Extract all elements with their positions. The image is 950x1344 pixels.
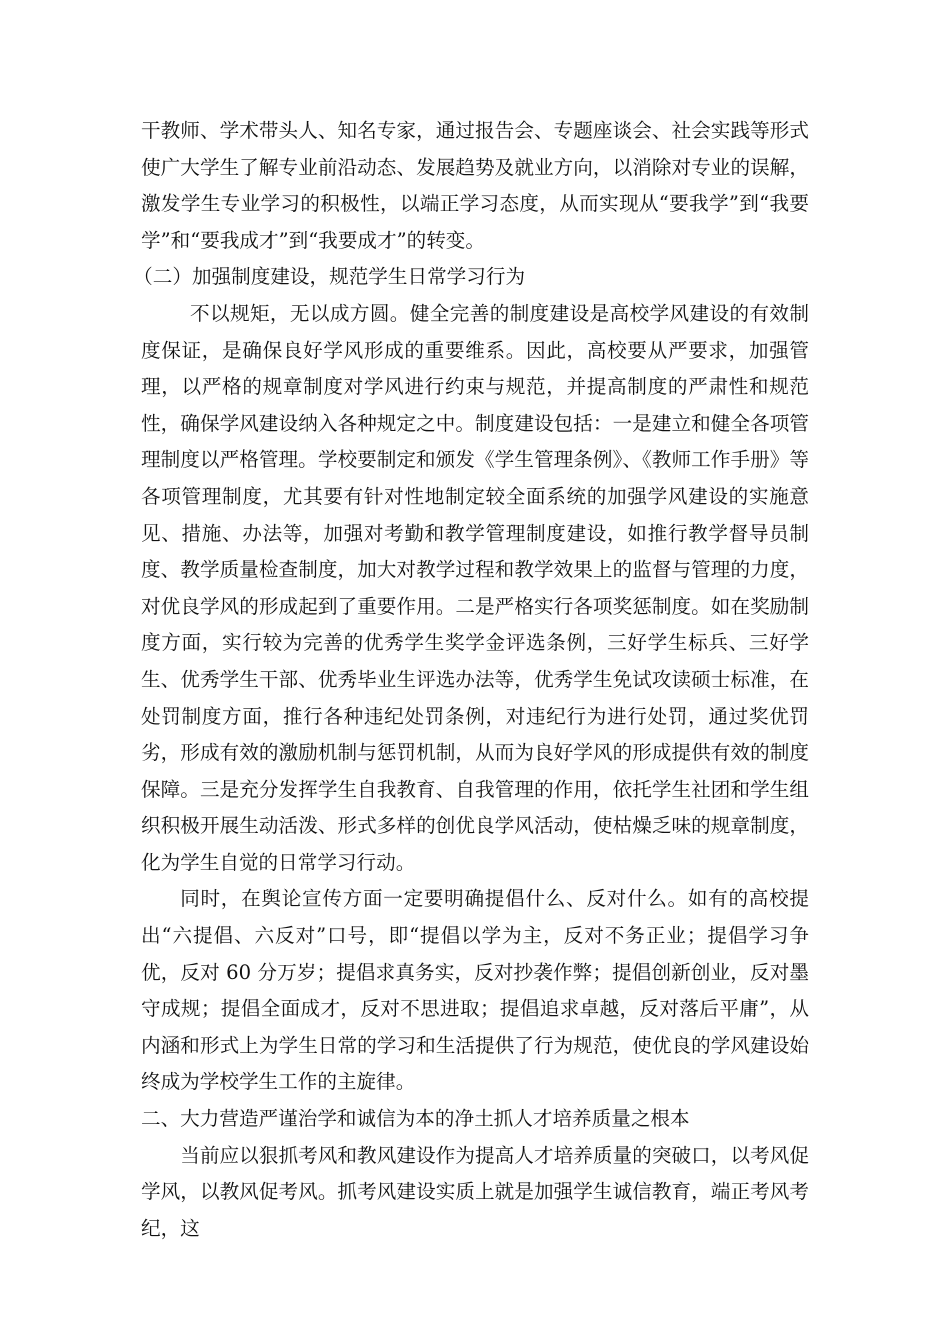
paragraph-rules: 不以规矩，无以成方圆。健全完善的制度建设是高校学风建设的有效制度保证，是确保良好学风形成的重要维系。因此，高校要从严要求，加强管理，以严格的规章制度对学风进行约束与规范，并提高制度的严肃性和规范性，确保学风建设纳入各种规定之中。制度建设包括：一是建立和健全各项管理制度以严格管理。学校要制定和颁发《学生管理条例》、《教师工作手册》等各项管理制度，尤其要有针对性地制定较全面系统的加强学风建设的实施意见、措施、办法等，加强对考勤和教学管理制度建设，如推行教学督导员制度、教学质量检查制度，加大对教学过程和教学效果上的监督与管理的力度，对优良学风的形成起到了重要作用。二是严格实行各项奖惩制度。如在奖励制度方面，实行较为完善的优秀学生奖学金评选条例，三好学生标兵、三好学生、优秀学生干部、优秀毕业生评选办法等，优秀学生免试攻读硕士标准，在处罚制度方面，推行各种违纪处罚条例，对违纪行为进行处罚，通过奖优罚劣，形成有效的激励机制与惩罚机制，从而为良好学风的形成提供有效的制度保障。三是充分发挥学生自我教育、自我管理的作用，依托学生社团和学生组织积极开展生动活泼、形式多样的创优良学风活动，使枯燥乏味的规章制度，化为学生自觉的日常学习行动。 xyxy=(141,301,809,874)
subheading-regulations: （二）加强制度建设，规范学生日常学习行为 xyxy=(133,265,526,289)
paragraph-publicity: 同时，在舆论宣传方面一定要明确提倡什么、反对什么。如有的高校提出“六提倡、六反对”口号，即“提倡以学为主，反对不务正业；提倡学习争优，反对 60 分万岁；提倡求真务实，反对抄袭作弊；提倡创新创业，反对墨守成规；提倡全面成才，反对不思进取；提倡追求卓越，反对落后平庸”，从内涵和形式上为学生日常的学习和生活提供了行为规范，使优良的学风建设始终成为学校学生工作的主旋律。 xyxy=(141,887,809,1094)
paragraph-exam-style: 当前应以狠抓考风和教风建设作为提高人才培养质量的突破口，以考风促学风，以教风促考风。抓考风建设实质上就是加强学生诚信教育，端正考风考纪，这 xyxy=(141,1143,809,1240)
section-heading-integrity: 二、大力营造严谨治学和诚信为本的净土抓人才培养质量之根本 xyxy=(141,1107,690,1131)
document-body xyxy=(133,113,809,1247)
paragraph-continuation: 干教师、学术带头人、知名专家，通过报告会、专题座谈会、社会实践等形式使广大学生了解专业前沿动态、发展趋势及就业方向，以消除对专业的误解，激发学生专业学习的积极性，以端正学习态度，从而实现从“要我学”到“我要学”和“要我成才”到“我要成才”的转变。 xyxy=(141,119,809,252)
